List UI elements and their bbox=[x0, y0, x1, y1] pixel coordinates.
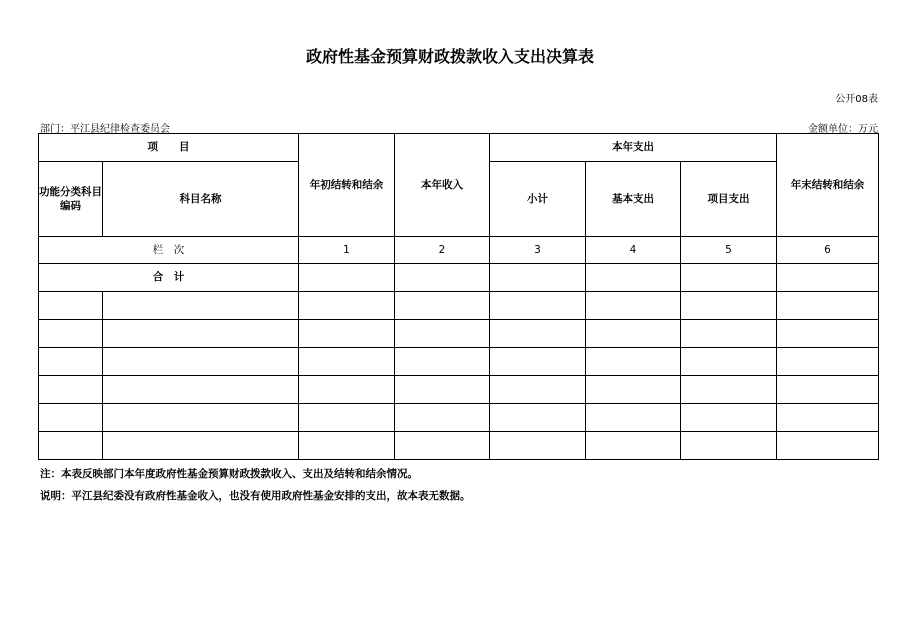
table-cell bbox=[103, 404, 299, 432]
table-cell bbox=[777, 292, 879, 320]
header-project: 项目支出 bbox=[681, 162, 777, 237]
table-cell bbox=[299, 292, 395, 320]
table-cell bbox=[777, 404, 879, 432]
table-cell bbox=[490, 404, 586, 432]
table-cell bbox=[103, 432, 299, 460]
table-cell bbox=[586, 376, 681, 404]
table-cell bbox=[777, 376, 879, 404]
table-cell bbox=[490, 376, 586, 404]
header-expenditure: 本年支出 bbox=[490, 134, 777, 162]
total-cell bbox=[777, 264, 879, 292]
department-label: 部门：平江县纪律检查委员会 bbox=[40, 124, 170, 135]
table-cell bbox=[299, 376, 395, 404]
table-cell bbox=[586, 432, 681, 460]
index-cell: 4 bbox=[586, 237, 681, 264]
table-cell bbox=[103, 348, 299, 376]
total-cell bbox=[299, 264, 395, 292]
table-cell bbox=[490, 320, 586, 348]
index-row bbox=[39, 237, 879, 264]
table-cell bbox=[299, 348, 395, 376]
index-cell: 1 bbox=[299, 237, 395, 264]
table-cell bbox=[299, 320, 395, 348]
table-cell bbox=[39, 404, 103, 432]
table-cell bbox=[39, 376, 103, 404]
total-label: 合 计 bbox=[39, 264, 299, 292]
header-item: 项 目 bbox=[39, 134, 299, 162]
table-cell bbox=[586, 320, 681, 348]
table-row bbox=[39, 348, 879, 376]
header-row-1 bbox=[39, 134, 879, 162]
report-table bbox=[38, 133, 879, 460]
index-cell: 3 bbox=[490, 237, 586, 264]
table-row bbox=[39, 320, 879, 348]
table-cell bbox=[39, 320, 103, 348]
table-cell bbox=[39, 432, 103, 460]
header-closing-balance: 年末结转和结余 bbox=[777, 134, 879, 237]
total-cell bbox=[395, 264, 490, 292]
total-cell bbox=[586, 264, 681, 292]
index-cell: 2 bbox=[395, 237, 490, 264]
table-cell bbox=[777, 320, 879, 348]
table-cell bbox=[395, 348, 490, 376]
table-row bbox=[39, 376, 879, 404]
table-cell bbox=[103, 292, 299, 320]
total-row bbox=[39, 264, 879, 292]
table-cell bbox=[586, 292, 681, 320]
table-cell bbox=[681, 376, 777, 404]
index-label: 栏 次 bbox=[39, 237, 299, 264]
table-cell bbox=[586, 348, 681, 376]
table-cell bbox=[395, 432, 490, 460]
table-cell bbox=[681, 404, 777, 432]
table-cell bbox=[490, 432, 586, 460]
table-cell bbox=[681, 432, 777, 460]
header-income: 本年收入 bbox=[395, 134, 490, 237]
table-cell bbox=[39, 348, 103, 376]
explanation-note: 说明：平江县纪委没有政府性基金收入，也没有使用政府性基金安排的支出，故本表无数据。 bbox=[40, 490, 471, 502]
table-cell bbox=[395, 376, 490, 404]
page-title: 政府性基金预算财政拨款收入支出决算表 bbox=[305, 47, 594, 66]
table-cell bbox=[777, 432, 879, 460]
table-row bbox=[39, 404, 879, 432]
header-subject-name: 科目名称 bbox=[103, 162, 299, 237]
amount-unit-label: 金额单位：万元 bbox=[808, 124, 878, 135]
table-cell bbox=[490, 348, 586, 376]
table-cell bbox=[299, 432, 395, 460]
table-cell bbox=[395, 320, 490, 348]
index-cell: 6 bbox=[777, 237, 879, 264]
total-cell bbox=[681, 264, 777, 292]
header-opening-balance: 年初结转和结余 bbox=[299, 134, 395, 237]
table-cell bbox=[490, 292, 586, 320]
table-cell bbox=[103, 320, 299, 348]
table-cell bbox=[299, 404, 395, 432]
table-cell bbox=[395, 292, 490, 320]
table-cell bbox=[586, 404, 681, 432]
index-cell: 5 bbox=[681, 237, 777, 264]
table-cell bbox=[39, 292, 103, 320]
footnote: 注：本表反映部门本年度政府性基金预算财政拨款收入、支出及结转和结余情况。 bbox=[40, 468, 418, 480]
form-code: 公开08表 bbox=[835, 94, 878, 105]
table-cell bbox=[681, 292, 777, 320]
header-subtotal: 小计 bbox=[490, 162, 586, 237]
table-cell bbox=[395, 404, 490, 432]
total-cell bbox=[490, 264, 586, 292]
table-cell bbox=[103, 376, 299, 404]
header-func-code: 功能分类科目编码 bbox=[39, 162, 103, 237]
header-basic: 基本支出 bbox=[586, 162, 681, 237]
table-row bbox=[39, 432, 879, 460]
table-cell bbox=[681, 320, 777, 348]
table-cell bbox=[777, 348, 879, 376]
table-cell bbox=[681, 348, 777, 376]
table-row bbox=[39, 292, 879, 320]
